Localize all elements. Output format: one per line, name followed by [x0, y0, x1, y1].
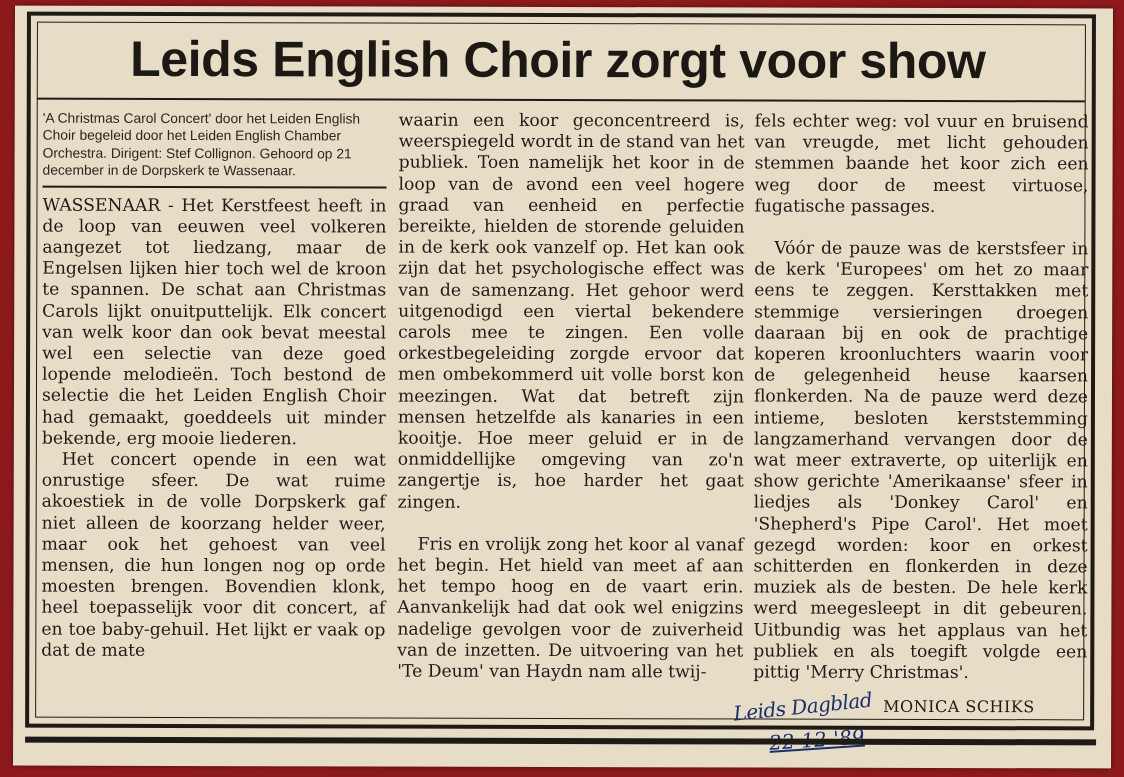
newspaper-clipping	[13, 6, 1113, 769]
handwritten-source: Leids Dagblad	[732, 687, 874, 726]
paragraph: WASSENAAR - Het Kerstfeest heeft in de loop van eeuwen veel volkeren aangezet tot liedzang, maar de Engelsen lijken hier toch wel de kroon te spannen. De schat aan Christmas Carols lijkt onuitputtelijk. Elk concert van welk koor dan ook bevat meestal wel een selectie van deze goed lopende melodieën. Toch bestond de selectie die het Leiden English Choir had gemaakt, goeddeels uit minder bekende, erg mooie liederen.	[41, 195, 387, 450]
paragraph: Het concert opende in een wat onrustige sfeer. De wat ruime akoestiek in de volle Dorpskerk gaf niet alleen de koorzang helder weer, maar ook het gehoest van veel mensen, die hun longen nog op orde moesten brengen. Bovendien klonk, heel toepasselijk voor dit concert, af en toe baby-gehuil. Het lijkt er vaak op dat de mate	[41, 449, 386, 661]
headline: Leids English Choir zorgt voor show	[130, 30, 986, 90]
author-byline: MONICA SCHIKS	[883, 696, 1035, 717]
handwritten-annotation	[725, 687, 885, 763]
paragraph: waarin een koor geconcentreerd is, weerspiegeld wordt in de stand van het publiek. Toen namelijk het koor in de loop van de avond een veel hogere graad van eenheid en perfectie bereikte, hielden de storende geluiden in de kerk ook vanzelf op. Het kan ook zijn dat het psychologische effect was van de samenzang. Het gehoor werd uitgenodigd een viertal bekendere carols mee te zingen. Een volle orkestbegeleiding zorgde ervoor dat men ombekommerd uit volle borst kon meezingen. Wat dat betreft zijn mensen hetzelfde als kanaries in een kooitje. Hoe meer geluid er in de onmiddellijke omgeving van zo'n zangertje is, hoe harder het gaat zingen.	[397, 110, 745, 513]
paragraph: fels echter weg: vol vuur en bruisend van vreugde, met licht gehouden stemmen baande het koor zich een weg door de meest virtuose, fugatische passages.	[754, 111, 1089, 217]
bottom-rule	[25, 737, 1096, 746]
article-column-2	[397, 111, 744, 684]
paragraph: Fris en vrolijk zong het koor al vanaf het begin. Het hield van meet af aan het tempo hoog en de vaart erin. Aanvankelijk had dat ook wel enigzins nadelige gevolgen voor de zuiverheid van de inzetten. De uitvoering van het 'Te Deum' van Haydn nam alle twij-	[397, 534, 744, 683]
article-column-3	[753, 112, 1088, 685]
article-column-1	[41, 110, 386, 663]
concert-credits: 'A Christmas Carol Concert' door het Leiden English Choir begeleid door het Leiden English Chamber Orchestra. Dirigent: Stef Collignon. Gehoord op 21 december in de Dorpskerk te Wassenaar.	[42, 110, 361, 179]
paragraph: Vóór de pauze was de kerstsfeer in de kerk 'Europees' om het zo maar eens te zeggen. Kersttakken met stemmige versieringen droegen daaraan bij en ook de prachtige koperen kroonluchters waarin voor de gelegenheid heuse kaarsen flonkerden. Na de pauze werd deze intieme, besloten kerststemming langzamerhand vervangen door de wat meer extraverte, op uiterlijk en show gerichte 'Amerikaanse' sfeer in liedjes als 'Donkey Carol' en 'Shepherd's Pipe Carol'. Het moet gezegd worden: koor en orkest schitterden en flonkerden in deze muziek als de besten. De hele kerk werd meegesleept in dit gebeuren. Uitbundig was het applaus van het publiek en als toegift volgde een pittig 'Merry Christmas'.	[753, 238, 1089, 684]
credits-rule	[43, 185, 387, 188]
